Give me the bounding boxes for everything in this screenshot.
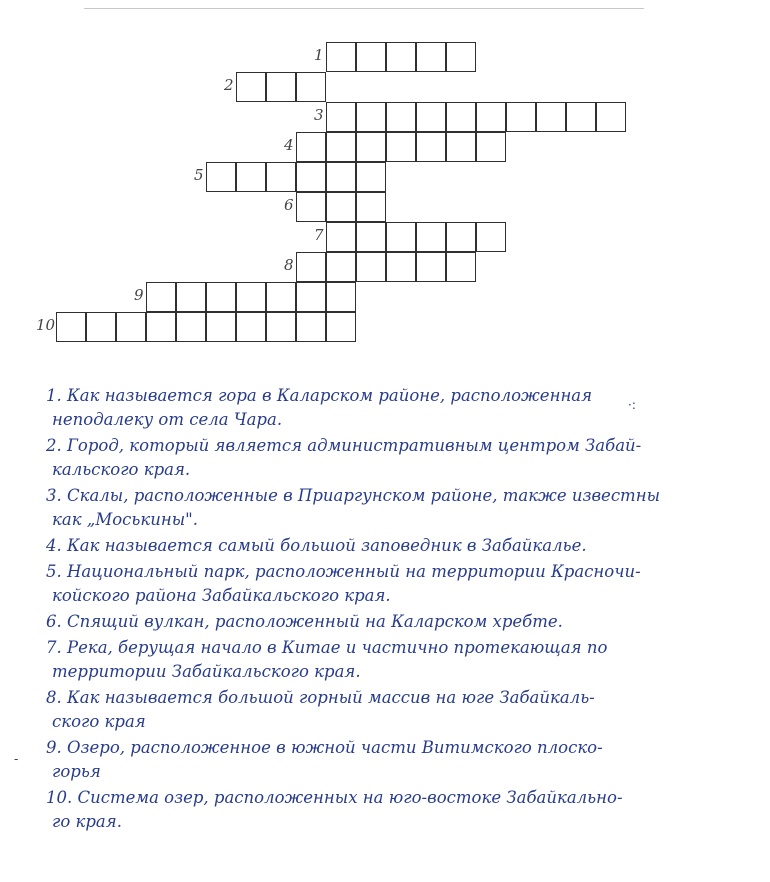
clue-10: 10. Система озер, расположенных на юго-востоке Забайкально- — [46, 788, 623, 807]
crossword-number-4: 4 — [284, 136, 294, 154]
stray-mark: - — [14, 752, 19, 766]
clue-8: 8. Как называется большой горный массив на юге Забайкаль- — [46, 688, 595, 707]
clue-4: 4. Как называется самый большой заповедник в Забайкалье. — [46, 536, 587, 555]
crossword-number-9: 9 — [134, 286, 144, 304]
clue-8-continuation: ского края — [52, 712, 146, 731]
clue-3: 3. Скалы, расположенные в Приаргунском районе, также известны — [46, 486, 661, 505]
clue-1: 1. Как называется гора в Каларском районе, расположенная — [46, 386, 593, 405]
crossword-number-6: 6 — [284, 196, 294, 214]
crossword-number-3: 3 — [314, 106, 324, 124]
crossword-number-2: 2 — [224, 76, 234, 94]
clue-5-continuation: койского района Забайкальского края. — [52, 586, 391, 605]
stray-mark: ·: — [628, 398, 636, 412]
crossword-number-8: 8 — [284, 256, 294, 274]
clue-3-continuation: как „Моськины". — [52, 510, 199, 529]
clue-10-continuation: го края. — [52, 812, 122, 831]
clue-2: 2. Город, который является административным центром Забай- — [46, 436, 642, 455]
crossword-number-5: 5 — [194, 166, 204, 184]
clue-2-continuation: кальского края. — [52, 460, 191, 479]
clue-9: 9. Озеро, расположенное в южной части Витимского плоско- — [46, 738, 603, 757]
crossword-number-10: 10 — [36, 316, 56, 334]
clue-7: 7. Река, берущая начало в Китае и частично протекающая по — [46, 638, 608, 657]
clue-1-continuation: неподалеку от села Чара. — [52, 410, 283, 429]
clue-7-continuation: территории Забайкальского края. — [52, 662, 361, 681]
crossword-number-7: 7 — [314, 226, 324, 244]
clue-6: 6. Спящий вулкан, расположенный на Каларском хребте. — [46, 612, 563, 631]
clue-9-continuation: горья — [52, 762, 101, 781]
crossword-number-1: 1 — [314, 46, 324, 64]
clue-5: 5. Национальный парк, расположенный на территории Красночи- — [46, 562, 641, 581]
